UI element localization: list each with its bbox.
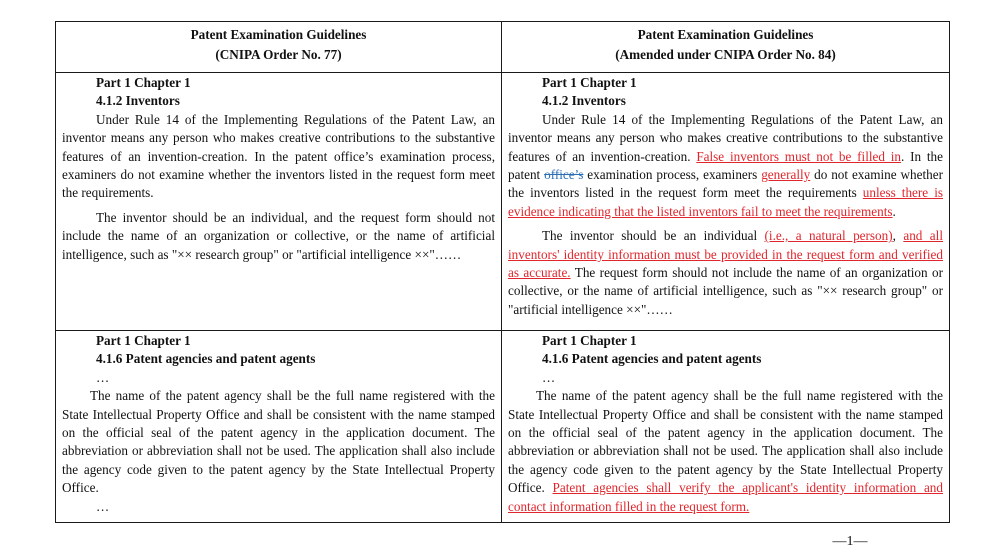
- text-run: do not examine whether the inventors listed in the request form meet the requirements: [508, 167, 943, 201]
- part-heading: Part 1 Chapter 1: [542, 75, 637, 90]
- left-column-header: [56, 22, 502, 73]
- text-run: The request form should not include the name of an organization or collective, or the name of artificial intelligence, such as "×× research group" or "artificial intelligence ××"……: [508, 265, 944, 317]
- amended-agency-paragraph: [508, 387, 943, 516]
- left-header-order: (CNIPA Order No. 77): [215, 47, 342, 62]
- section-heading: 4.1.2 Inventors: [96, 93, 180, 109]
- inventors-paragraph-2: The inventor should be an individual, and the request form should not include the name of an organization or collective, or the name of artificial intelligence, such as "×× research group" or "artificial intelligence ××"……: [62, 209, 495, 262]
- part-heading: Part 1 Chapter 1: [96, 333, 191, 348]
- row2-left-cell: [56, 331, 502, 523]
- header-row: [56, 22, 950, 73]
- inserted-text: Patent agencies shall verify the applicant's identity information and contact information filled in the request form.: [508, 480, 943, 514]
- table-row: [56, 73, 950, 331]
- text-run: . In the patent: [508, 148, 943, 183]
- comparison-table: [55, 21, 950, 523]
- text-run: ,: [892, 228, 904, 244]
- section-heading: 4.1.6 Patent agencies and patent agents: [542, 351, 762, 367]
- right-header-order: (Amended under CNIPA Order No. 84): [615, 47, 836, 62]
- left-header-title: Patent Examination Guidelines: [190, 27, 367, 42]
- inserted-text: unless there is evidence indicating that the listed inventors fail to meet the requirements: [508, 185, 943, 219]
- text-run: examination process, examiners: [583, 167, 762, 183]
- section-heading: 4.1.6 Patent agencies and patent agents: [96, 351, 316, 367]
- ellipsis: …: [96, 498, 110, 514]
- page-number: —1—: [832, 534, 868, 549]
- inventors-paragraph-1: Under Rule 14 of the Implementing Regulations of the Patent Law, an inventor means any person who makes creative contributions to the substantive features of an invention-creation. In the patent office’s examination process, examiners do not examine whether the inventors listed in the request form meet the requirements.: [62, 111, 495, 201]
- inserted-text: False inventors must not be filled in: [696, 148, 902, 164]
- amended-inventors-paragraph-1: [508, 111, 943, 221]
- section-heading: 4.1.2 Inventors: [542, 93, 626, 109]
- inserted-text: and all inventors' identity information must be provided in the request form and verified as accurate.: [508, 228, 943, 281]
- part-heading: Part 1 Chapter 1: [96, 75, 191, 90]
- ellipsis: …: [542, 369, 556, 385]
- deleted-text: office’s: [544, 167, 584, 183]
- right-column-header: [502, 22, 950, 73]
- text-run: The name of the patent agency shall be the full name registered with the State Intellectual Property Office and shall be consistent with the name stamped on the official seal of the patent agency in the application document. The abbreviation or abbreviation shall not be used. The application shall also include the agency code given to the patent agency by the State Intellectual Property Office.: [508, 388, 943, 496]
- ellipsis: …: [96, 369, 110, 385]
- amended-inventors-paragraph-2: [508, 227, 943, 319]
- text-run: The inventor should be an individual: [542, 228, 765, 244]
- part-heading: Part 1 Chapter 1: [542, 333, 637, 348]
- inserted-text: (i.e., a natural person): [764, 228, 893, 244]
- table-row: [56, 331, 950, 523]
- inserted-text: generally: [761, 167, 811, 183]
- row1-left-cell: [56, 73, 502, 331]
- text-run: .: [892, 203, 896, 219]
- agency-paragraph: The name of the patent agency shall be the full name registered with the State Intellectual Property Office and shall be consistent with the name stamped on the official seal of the patent agency in the application document. The abbreviation or abbreviation shall not be used. The application shall also include the agency code given to the patent agency by the State Intellectual Property Office.: [62, 388, 495, 496]
- text-run: Under Rule 14 of the Implementing Regulations of the Patent Law, an inventor means any person who makes creative contributions to the substantive features of an invention-creation.: [508, 111, 943, 164]
- row1-right-cell: [502, 73, 950, 331]
- right-header-title: Patent Examination Guidelines: [637, 27, 814, 42]
- row2-right-cell: [502, 331, 950, 523]
